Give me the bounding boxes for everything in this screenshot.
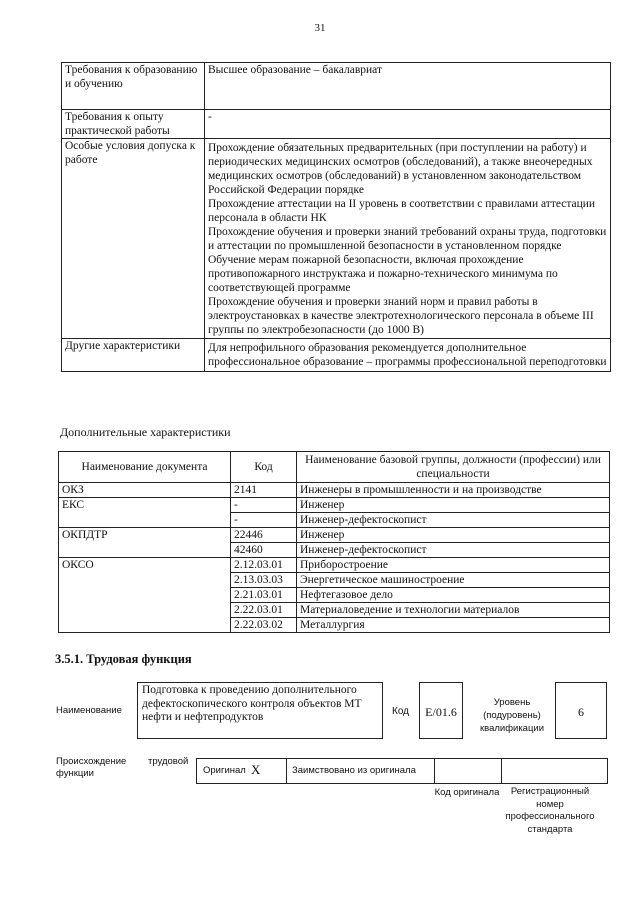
row-label: Особые условия допуска к работе [62,139,205,339]
code-cell: 42460 [231,543,297,558]
table-row [59,498,610,513]
requirements-table [61,62,611,372]
condition-paragraph: Прохождение аттестации на II уровень в соответствии с правилами аттестации персонала в области НК [208,198,596,224]
name-cell: Приборостроение [297,558,610,573]
condition-paragraph: Прохождение обязательных предварительных (при поступлении на работу) и периодических медицинских осмотров (обследований), а также внеочередных медицинских осмотров (обследований) в установленном законодательством Российской Федерации порядке [208,142,593,196]
name-cell: Инженер-дефектоскопист [297,543,610,558]
function-heading: 3.5.1. Трудовая функция [55,652,192,666]
doc-cell: ЕКС [59,498,231,528]
row-value [205,139,611,339]
doc-cell: ОКПДТР [59,528,231,558]
code-label: Код [392,706,410,717]
name-cell: Материаловедение и технологии материалов [297,603,610,618]
code-cell: 22446 [231,528,297,543]
row-label: Требования к образованию и обучению [62,63,205,110]
code-cell: - [231,498,297,513]
origin-label: функции [56,768,94,779]
code-cell: 2.22.03.01 [231,603,297,618]
code-original-caption: Код оригинала [434,787,500,798]
doc-cell: ОКСО [59,558,231,633]
name-cell: Энергетическое машиностроение [297,573,610,588]
row-value: - [205,110,611,139]
condition-paragraph: Прохождение обучения и проверки знаний норм и правил работы в электроустановках в качестве электротехнологического персонала в объеме III группы по электробезопасности (до 1000 В) [208,296,594,336]
code-cell: 2.22.03.02 [231,618,297,633]
column-header: Код [231,452,297,483]
column-header: Наименование базовой группы, должности (профессии) или специальности [297,452,610,483]
level-value-box: 6 [555,682,607,739]
column-header: Наименование документа [59,452,231,483]
origin-label: Происхождение [56,756,127,767]
name-cell: Инженер [297,498,610,513]
code-cell: - [231,513,297,528]
origin-label: трудовой [148,756,189,767]
table-row [62,63,611,110]
page-number: 31 [314,22,326,34]
condition-paragraph: Обучение мерам пожарной безопасности, включая прохождение противопожарного инструктажа и пожарно-технического минимума по соответствующей программе [208,254,558,294]
table-row [59,528,610,543]
name-cell: Инженеры в промышленности и на производстве [297,483,610,498]
origin-row-box [196,758,608,784]
additional-characteristics-table [58,451,610,633]
table-row [62,339,611,372]
row-label: Другие характеристики [62,339,205,372]
code-cell: 2141 [231,483,297,498]
function-code-box: E/01.6 [419,682,463,739]
level-label: Уровень (подуровень) квалификации [479,697,545,734]
name-cell: Инженер [297,528,610,543]
borrowed-label: Заимствовано из оригинала [292,765,416,776]
code-cell: 2.12.03.01 [231,558,297,573]
row-value: Высшее образование – бакалавриат [205,63,611,110]
row-label: Требования к опыту практической работы [62,110,205,139]
name-label: Наименование [56,705,122,716]
original-mark: X [251,762,261,777]
table-row [59,483,610,498]
table-row [62,139,611,339]
doc-cell: ОКЗ [59,483,231,498]
code-cell: 2.13.03.03 [231,573,297,588]
name-cell: Нефтегазовое дело [297,588,610,603]
row-value: Для непрофильного образования рекомендуется дополнительное профессиональное образование – программы профессиональной переподготовки [205,339,611,372]
registration-number-caption: Регистрационный номер профессионального стандарта [505,786,595,835]
function-name-box: Подготовка к проведению дополнительного дефектоскопического контроля объектов МТ нефти и нефтепродуктов [137,682,383,739]
header-row [59,452,610,483]
condition-paragraph: Прохождение обучения и проверки знаний требований охраны труда, подготовки и аттестации по промышленной безопасности в установленном порядке [208,226,607,252]
section-title: Дополнительные характеристики [60,425,231,439]
table-row [59,558,610,573]
name-cell: Инженер-дефектоскопист [297,513,610,528]
table-row [62,110,611,139]
code-cell: 2.21.03.01 [231,588,297,603]
original-label: Оригинал [203,765,246,776]
name-cell: Металлургия [297,618,610,633]
